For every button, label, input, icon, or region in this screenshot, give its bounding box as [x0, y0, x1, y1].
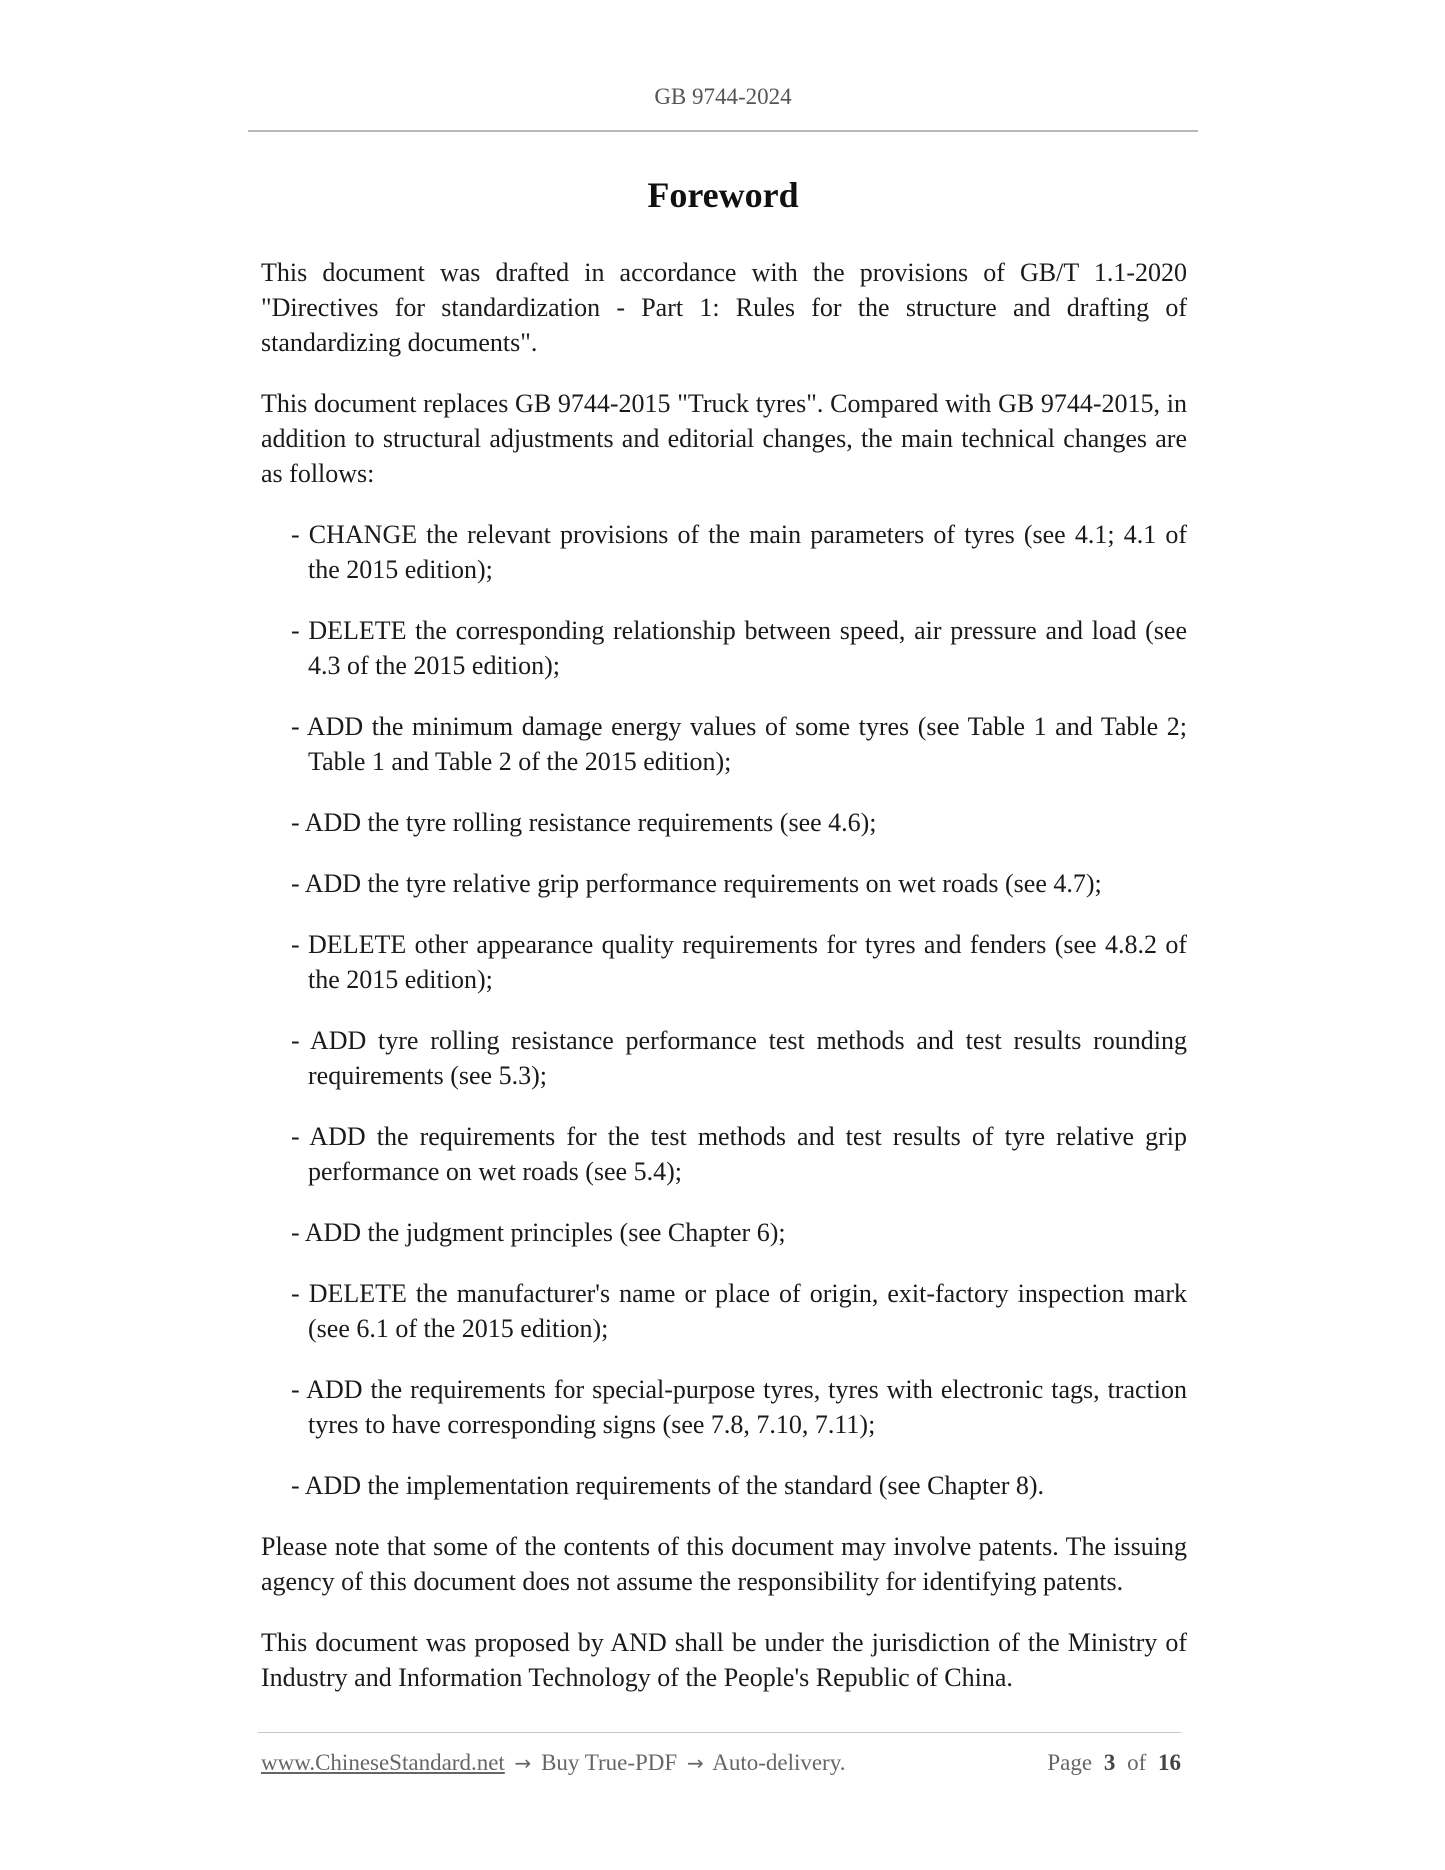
technical-changes-list	[261, 517, 1187, 1503]
list-item: - ADD the requirements for the test methods and test results of tyre relative grip performance on wet roads (see 5.4);	[291, 1122, 1187, 1186]
list-item: - ADD the tyre relative grip performance requirements on wet roads (see 4.7);	[291, 869, 1102, 898]
list-item: - ADD tyre rolling resistance performance test methods and test results rounding requirements (see 5.3);	[291, 1026, 1187, 1090]
page-footer	[261, 1750, 1181, 1776]
arrow-right-icon: →	[514, 1751, 532, 1775]
paragraph-replaces: This document replaces GB 9744-2015 "Truck tyres". Compared with GB 9744-2015, in addition to structural adjustments and editorial changes, the main technical changes are as follows:	[261, 389, 1187, 488]
list-item: - DELETE the corresponding relationship between speed, air pressure and load (see 4.3 of the 2015 edition);	[291, 616, 1187, 680]
list-item: - ADD the implementation requirements of the standard (see Chapter 8).	[291, 1471, 1045, 1500]
list-item: - ADD the tyre rolling resistance requirements (see 4.6);	[291, 808, 877, 837]
delivery-text: Auto-delivery.	[712, 1750, 846, 1775]
list-item: - CHANGE the relevant provisions of the main parameters of tyres (see 4.1; 4.1 of the 2015 edition);	[291, 520, 1187, 584]
list-item: - ADD the requirements for special-purpose tyres, tyres with electronic tags, traction tyres to have corresponding signs (see 7.8, 7.10, 7.11);	[291, 1375, 1187, 1439]
arrow-right-icon: →	[686, 1751, 704, 1775]
foreword-body	[261, 255, 1187, 1721]
footer-promo	[261, 1750, 845, 1776]
paragraph-patents: Please note that some of the contents of this document may involve patents. The issuing agency of this document does not assume the responsibility for identifying patents.	[261, 1532, 1187, 1596]
site-link[interactable]: www.ChineseStandard.net	[261, 1750, 505, 1775]
page-label: Page	[1047, 1750, 1093, 1775]
list-item: - DELETE the manufacturer's name or place of origin, exit-factory inspection mark (see 6.1 of the 2015 edition);	[291, 1279, 1187, 1343]
page-of: of	[1127, 1750, 1147, 1775]
page-total: 16	[1158, 1750, 1181, 1775]
paragraph-drafting: This document was drafted in accordance with the provisions of GB/T 1.1-2020 "Directives for standardization - Part 1: Rules for the structure and drafting of standardizing documents".	[261, 258, 1187, 357]
list-item: - ADD the minimum damage energy values of some tyres (see Table 1 and Table 2; Table 1 and Table 2 of the 2015 edition);	[291, 712, 1187, 776]
page-number	[1047, 1750, 1181, 1776]
paragraph-jurisdiction: This document was proposed by AND shall be under the jurisdiction of the Ministry of Industry and Information Technology of the People's Republic of China.	[261, 1628, 1187, 1692]
buy-text: Buy True-PDF	[541, 1750, 678, 1775]
page-header: GB 9744-2024	[654, 84, 792, 109]
page-title: Foreword	[647, 175, 799, 215]
header-divider	[248, 130, 1198, 132]
list-item: - ADD the judgment principles (see Chapter 6);	[291, 1218, 786, 1247]
page-current: 3	[1103, 1750, 1116, 1775]
list-item: - DELETE other appearance quality requirements for tyres and fenders (see 4.8.2 of the 2015 edition);	[291, 930, 1187, 994]
footer-divider	[258, 1732, 1181, 1733]
